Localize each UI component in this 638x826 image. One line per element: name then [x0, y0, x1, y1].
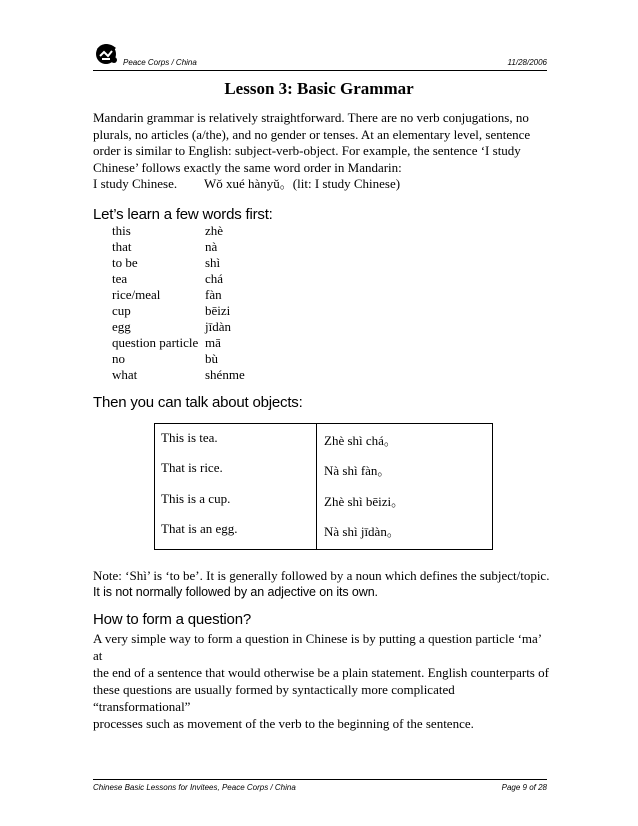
vocab-row [112, 303, 245, 319]
note-line: It is not normally followed by an adjective on its own. [93, 585, 378, 599]
question-line: processes such as movement of the verb to the beginning of the sentence. [93, 716, 474, 731]
vocab-row [112, 367, 245, 383]
vocab-heading: Let’s learn a few words first: [93, 206, 273, 223]
objects-table [154, 423, 493, 550]
vocab-pinyin: shì [205, 255, 221, 270]
vocab-row [112, 319, 245, 335]
question-paragraph [93, 630, 553, 732]
table-cell-english: This is a cup. [161, 491, 231, 506]
vocab-english: question particle [112, 335, 199, 350]
table-cell-pinyin: Nà shì fàn。 [324, 463, 391, 478]
question-heading: How to form a question? [93, 611, 251, 628]
page-header [93, 40, 547, 68]
vocab-pinyin: fàn [205, 287, 222, 302]
table-cell-english: That is rice. [161, 460, 223, 475]
vocab-pinyin: bēizi [205, 303, 231, 318]
vocab-english: rice/meal [112, 287, 161, 302]
footer-rule [93, 779, 547, 780]
vocab-english: no [112, 351, 125, 366]
objects-heading: Then you can talk about objects: [93, 394, 303, 411]
example-pinyin: Wǒ xué hànyǔ。(lit: I study Chinese) [204, 176, 401, 191]
vocab-list [112, 223, 245, 383]
example-english: I study Chinese. [93, 176, 178, 191]
vocab-row [112, 255, 245, 271]
page-number: Page 9 of 28 [501, 783, 547, 792]
page-title: Lesson 3: Basic Grammar [224, 79, 414, 98]
header-date: 11/28/2006 [507, 58, 547, 67]
table-cell-pinyin: Zhè shì bēizi。 [324, 494, 405, 509]
vocab-row [112, 335, 245, 351]
vocab-pinyin: zhè [205, 223, 224, 238]
vocab-pinyin: bù [205, 351, 218, 366]
vocab-english: cup [112, 303, 131, 318]
intro-line: Mandarin grammar is relatively straightforward. There are no verb conjugations, no [93, 110, 529, 125]
vocab-row [112, 287, 245, 303]
header-organization: Peace Corps / China [123, 58, 197, 67]
vocab-english: what [112, 367, 138, 382]
vocab-english: this [112, 223, 131, 238]
intro-line: plurals, no articles (a/the), and no gender or tenses. At an elementary level, sentence [93, 126, 531, 142]
intro-paragraph [93, 110, 553, 193]
peace-corps-logo-icon [93, 40, 123, 68]
vocab-english: tea [112, 271, 128, 286]
table-row [155, 460, 492, 478]
header-rule [93, 70, 547, 71]
table-cell-pinyin: Nà shì jīdàn。 [324, 524, 400, 539]
table-cell-english: This is tea. [161, 430, 218, 445]
table-cell-english: That is an egg. [161, 521, 238, 536]
vocab-row [112, 239, 245, 255]
vocab-english: that [112, 239, 132, 254]
vocab-pinyin: jīdàn [205, 319, 231, 334]
intro-line: order is similar to English: subject-verb-object. For example, the sentence ‘I study [93, 143, 521, 158]
vocab-row [112, 271, 245, 287]
vocab-row [112, 351, 245, 367]
vocab-pinyin: mā [205, 335, 221, 350]
table-row [155, 521, 492, 539]
note-line: Note: ‘Shì’ is ‘to be’. It is generally followed by a noun which defines the subject/topic. [93, 568, 550, 583]
vocab-english: egg [112, 319, 131, 334]
vocab-pinyin: nà [205, 239, 218, 254]
table-cell-pinyin: Zhè shì chá。 [324, 433, 397, 448]
intro-example [93, 176, 553, 193]
vocab-pinyin: shénme [205, 367, 245, 382]
vocab-row [112, 223, 245, 239]
intro-line: Chinese’ follows exactly the same word order in Mandarin: [93, 159, 402, 175]
vocab-pinyin: chá [205, 271, 224, 286]
footer-title: Chinese Basic Lessons for Invitees, Peace Corps / China [93, 783, 296, 792]
question-line: these questions are usually formed by syntactically more complicated “transformational” [93, 682, 455, 714]
vocab-english: to be [112, 255, 138, 270]
question-line: A very simple way to form a question in Chinese is by putting a question particle ‘ma’ at [93, 631, 542, 663]
table-row [155, 491, 492, 509]
table-row [155, 430, 492, 448]
question-line: the end of a sentence that would otherwise be a plain statement. English counterparts of [93, 665, 549, 680]
note-paragraph [93, 568, 553, 600]
